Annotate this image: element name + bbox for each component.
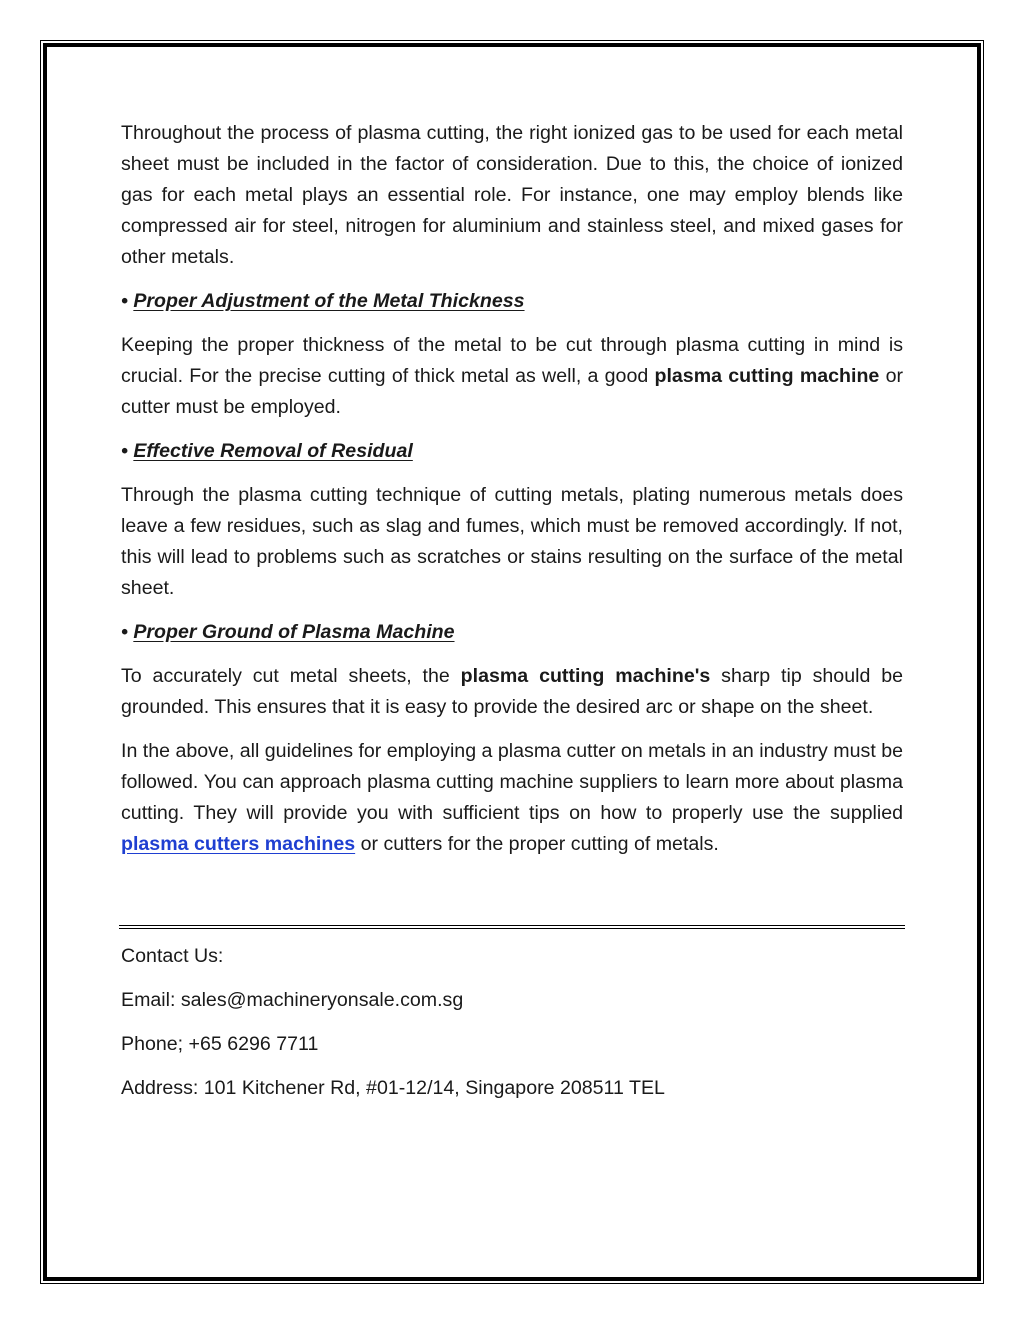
paragraph-text: or cutters for the proper cutting of metals. bbox=[355, 833, 719, 855]
bullet-glyph: • bbox=[121, 290, 128, 312]
bullet-glyph: • bbox=[121, 621, 128, 643]
heading-ground-plasma-text: Proper Ground of Plasma Machine bbox=[133, 621, 455, 643]
heading-ground-plasma bbox=[121, 617, 903, 648]
paragraph-text: To accurately cut metal sheets, the bbox=[121, 665, 461, 687]
paragraph-ionized-gas: Throughout the process of plasma cutting, the right ionized gas to be used for each metal sheet must be included in the factor of consideration. Due to this, the choice of ionized gas for each metal plays an essential role. For instance, one may employ blends like compressed air for steel, nitrogen for aluminium and stainless steel, and mixed gases for other metals. bbox=[121, 122, 903, 268]
heading-metal-thickness bbox=[121, 286, 903, 317]
plasma-cutters-link[interactable]: plasma cutters machines bbox=[121, 833, 356, 855]
bold-keyword: plasma cutting machine's bbox=[460, 665, 711, 687]
section-divider bbox=[119, 925, 905, 929]
paragraph-text: In the above, all guidelines for employing a plasma cutter on metals in an industry must be followed. You can approach plasma cutting machine suppliers to learn more about plasma cutting. They will provide you with sufficient tips on how to properly use the supplied bbox=[121, 740, 903, 824]
contact-address: Address: 101 Kitchener Rd, #01-12/14, Singapore 208511 TEL bbox=[121, 1077, 665, 1099]
heading-removal-residual bbox=[121, 436, 903, 467]
contact-title: Contact Us: bbox=[121, 945, 224, 967]
paragraph-ground bbox=[121, 661, 903, 723]
contact-section bbox=[121, 941, 903, 1117]
paragraph-text: Keeping the proper thickness of the metal to be cut through plasma cutting in mind is crucial. For the precise cutting of thick metal as well, a good bbox=[121, 334, 903, 387]
paragraph-guidelines bbox=[121, 736, 903, 860]
contact-phone: Phone; +65 6296 7711 bbox=[121, 1033, 319, 1055]
paragraph-text: sharp tip should be grounded. This ensures that it is easy to provide the desired arc or shape on the sheet. bbox=[121, 665, 904, 718]
paragraph-metal-thickness bbox=[121, 330, 903, 423]
article-body bbox=[121, 118, 903, 873]
bullet-glyph: • bbox=[121, 440, 128, 462]
contact-email: Email: sales@machineryonsale.com.sg bbox=[121, 989, 464, 1011]
heading-metal-thickness-text: Proper Adjustment of the Metal Thickness bbox=[133, 290, 525, 312]
bold-keyword: plasma cutting machine bbox=[654, 365, 880, 387]
paragraph-residual: Through the plasma cutting technique of cutting metals, plating numerous metals does leave a few residues, such as slag and fumes, which must be removed accordingly. If not, this will lead to problems such as scratches or stains resulting on the surface of the metal sheet. bbox=[121, 484, 903, 599]
paragraph-text: or cutter must be employed. bbox=[121, 365, 903, 418]
heading-removal-residual-text: Effective Removal of Residual bbox=[133, 440, 413, 462]
